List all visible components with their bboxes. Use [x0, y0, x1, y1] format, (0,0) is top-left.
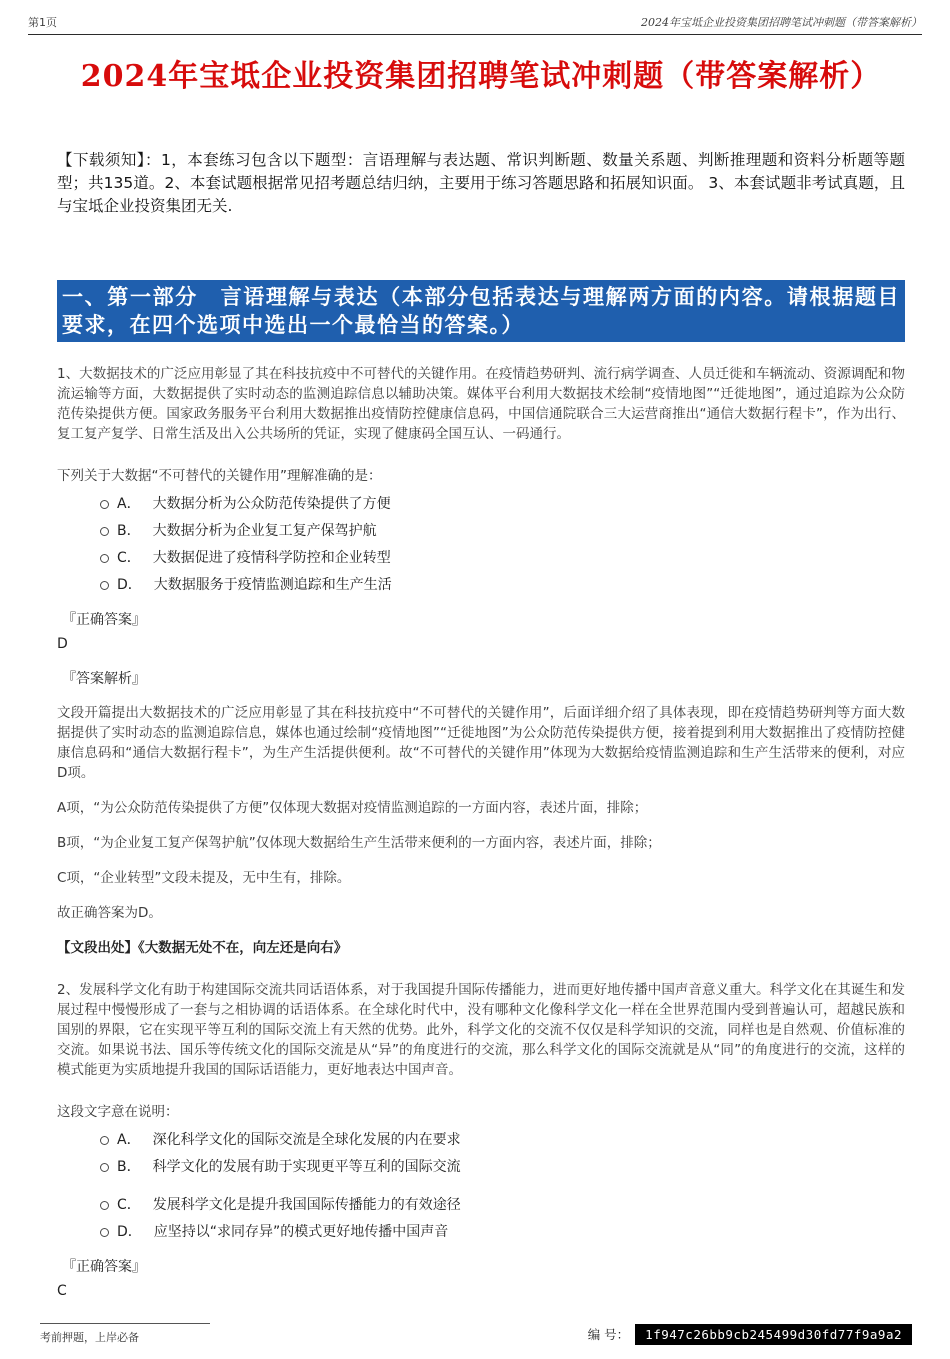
option-label: D．: [117, 1224, 142, 1240]
q2-option-c[interactable]: [100, 1197, 905, 1213]
header-doc-title: 2024年宝坻企业投资集团招聘笔试冲刺题（带答案解析）: [641, 16, 922, 29]
q1-option-a[interactable]: [100, 496, 905, 512]
question-2-ask: 这段文字意在说明：: [57, 1104, 179, 1120]
q2-option-b[interactable]: [100, 1159, 905, 1175]
q1-source: 【文段出处】《大数据无处不在，向左还是向右》: [57, 940, 348, 956]
option-label: A．: [117, 1132, 141, 1148]
option-label: B．: [117, 1159, 141, 1175]
option-text: 大数据分析为公众防范传染提供了方便: [152, 496, 391, 512]
question-1-options: [100, 496, 905, 593]
option-text: 大数据分析为企业复工复产保驾护航: [152, 523, 377, 539]
option-label: B．: [117, 523, 141, 539]
radio-button-icon[interactable]: [100, 527, 109, 536]
q1-option-b[interactable]: [100, 523, 905, 539]
document-body: [57, 149, 905, 1299]
option-label: C．: [117, 550, 141, 566]
option-text: 大数据服务于疫情监测追踪和生产生活: [153, 577, 392, 593]
radio-button-icon[interactable]: [100, 500, 109, 509]
section-heading: 一、第一部分 言语理解与表达（本部分包括表达与理解两方面的内容。请根据题目要求，在四个选项中选出一个最恰当的答案。）: [57, 280, 905, 342]
q1-option-c[interactable]: [100, 550, 905, 566]
radio-button-icon[interactable]: [100, 554, 109, 563]
q1-correct-answer-heading: 『正确答案』: [62, 612, 146, 628]
q1-analysis-heading: 『答案解析』: [62, 671, 146, 687]
question-1-stem: 1、大数据技术的广泛应用彰显了其在科技抗疫中不可替代的关键作用。在疫情趋势研判、流行病学调查、人员迁徙和车辆流动、资源调配和物流运输等方面，大数据提供了实时动态的监测追踪信息以辅助决策。媒体平台利用大数据技术绘制“疫情地图”“迁徙地图”，通过追踪为公众防范传染提供方便。国家政务服务平台利用大数据推出疫情防控健康信息码，中国信通院联合三大运营商推出“通信大数据行程卡”，作为出行、复工复产复学、日常生活及出入公共场所的凭证，实现了健康码全国互认、一码通行。: [57, 366, 905, 442]
option-label: A．: [117, 496, 141, 512]
radio-button-icon[interactable]: [100, 1136, 109, 1145]
option-text: 深化科学文化的国际交流是全球化发展的内在要求: [152, 1132, 461, 1148]
footer-slogan: 考前押题，上岸必备: [40, 1323, 210, 1345]
q1-note-b: B项，“为企业复工复产保驾护航”仅体现大数据给生产生活带来便利的一方面内容，表述片面，排除；: [57, 835, 661, 851]
option-text: 大数据促进了疫情科学防控和企业转型: [152, 550, 391, 566]
header-page-number: 第1页: [28, 16, 57, 29]
option-text: 发展科学文化是提升我国国际传播能力的有效途径: [152, 1197, 461, 1213]
radio-button-icon[interactable]: [100, 581, 109, 590]
question-1-ask: 下列关于大数据“不可替代的关键作用”理解准确的是：: [57, 468, 382, 484]
radio-button-icon[interactable]: [100, 1201, 109, 1210]
q2-correct-answer: C: [57, 1283, 67, 1299]
code-label: 编 号：: [587, 1327, 630, 1342]
option-text: 应坚持以“求同存异”的模式更好地传播中国声音: [153, 1224, 449, 1240]
q1-correct-answer: D: [57, 636, 68, 652]
page-footer: [40, 1323, 912, 1345]
question-2-stem: 2、发展科学文化有助于构建国际交流共同话语体系，对于我国提升国际传播能力，进而更好地传播中国声音意义重大。科学文化在其诞生和发展过程中慢慢形成了一套与之相协调的话语体系。在全球化时代中，没有哪种文化像科学文化一样在全世界范围内受到普遍认可，超越民族和国别的界限，它在实现平等互利的国际交流上有天然的优势。此外，科学文化的交流不仅仅是科学知识的交流，同样也是自然观、价值标准的交流。如果说书法、国乐等传统文化的国际交流是从“异”的角度进行的交流，那么科学文化的国际交流就是从“同”的角度进行的交流，这样的模式能更为实质地提升我国的国际话语能力，更好地表达中国声音。: [57, 982, 905, 1078]
q1-note-c: C项，“企业转型”文段未提及，无中生有，排除。: [57, 870, 351, 886]
page-title: 2024年宝坻企业投资集团招聘笔试冲刺题（带答案解析）: [80, 59, 882, 94]
download-notice: 【下载须知】：1，本套练习包含以下题型：言语理解与表达题、常识判断题、数量关系题、判断推理题和资料分析题等题型；共135道。2、本套试题根据常见招考题总结归纳，主要用于练习答题思路和拓展知识面。 3、本套试题非考试真题，且与宝坻企业投资集团无关.: [57, 151, 905, 215]
page-header: [28, 14, 922, 35]
q2-option-d[interactable]: [100, 1224, 905, 1240]
q2-correct-answer-heading: 『正确答案』: [62, 1259, 146, 1275]
q1-option-d[interactable]: [100, 577, 905, 593]
q1-conclusion: 故正确答案为D。: [57, 905, 162, 921]
q1-note-a: A项，“为公众防范传染提供了方便”仅体现大数据对疫情监测追踪的一方面内容，表述片面，排除；: [57, 800, 648, 816]
option-text: 科学文化的发展有助于实现更平等互利的国际交流: [152, 1159, 461, 1175]
document-code-badge: 1f947c26bb9cb245499d30fd77f9a9a2: [635, 1324, 912, 1345]
option-label: D．: [117, 577, 142, 593]
radio-button-icon[interactable]: [100, 1228, 109, 1237]
q1-analysis: 文段开篇提出大数据技术的广泛应用彰显了其在科技抗疫中“不可替代的关键作用”，后面详细介绍了具体表现，即在疫情趋势研判等方面大数据提供了实时动态的监测追踪信息，媒体也通过绘制“疫情地图”“迁徙地图”为公众防范传染提供方便，接着提到利用大数据推出了疫情防控健康信息码和“通信大数据行程卡”，为生产生活提供便利。故“不可替代的关键作用”体现为大数据给疫情监测追踪和生产生活带来的便利，对应D项。: [57, 705, 905, 781]
q2-option-a[interactable]: [100, 1132, 905, 1148]
footer-code-area: [588, 1324, 912, 1345]
radio-button-icon[interactable]: [100, 1163, 109, 1172]
question-2-options: [100, 1132, 905, 1240]
option-label: C．: [117, 1197, 141, 1213]
